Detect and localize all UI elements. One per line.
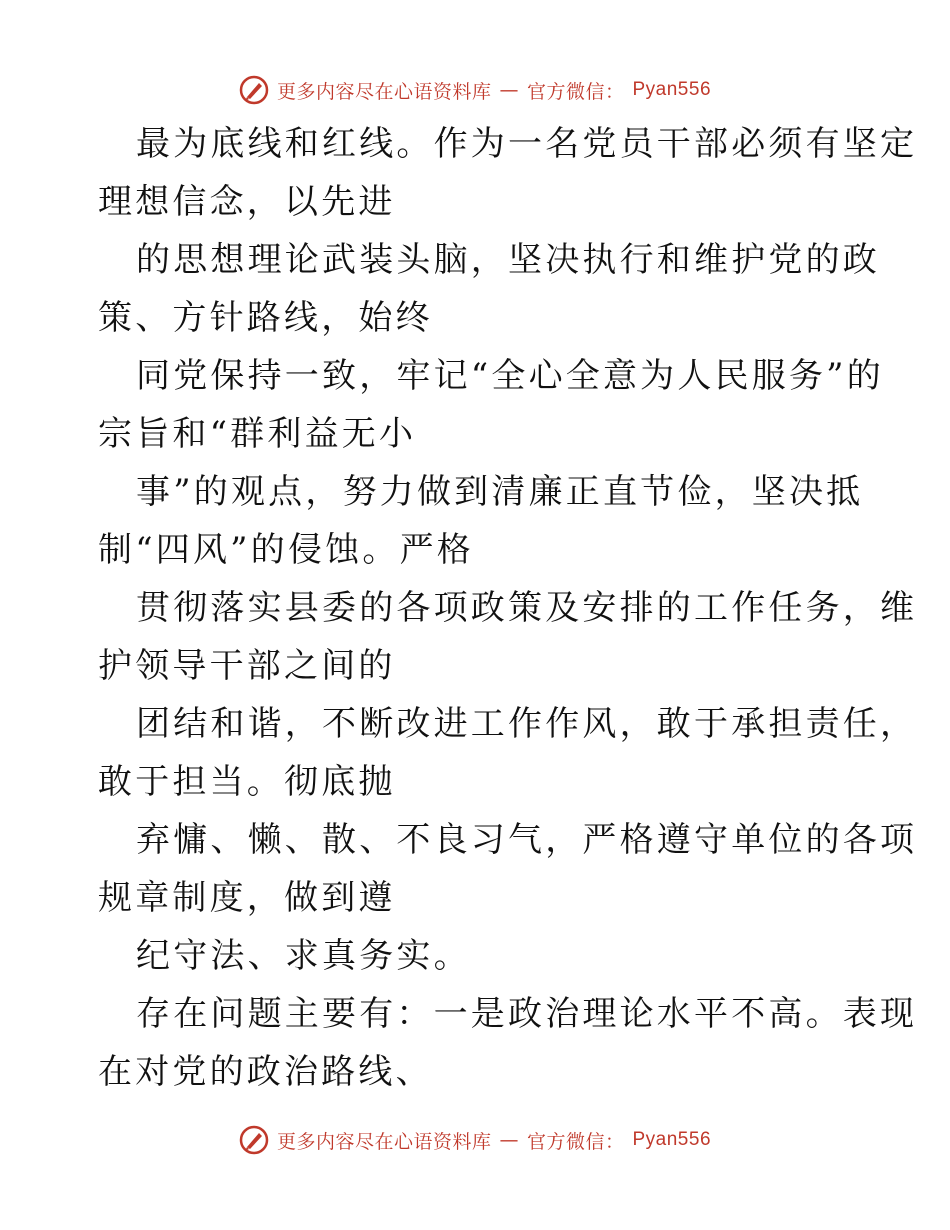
body-line: 纪守法、求真务实。 <box>136 936 471 976</box>
footer-brand <box>239 1125 711 1155</box>
body-line: 团结和谐，不断改进工作作风，敢于承担责任， <box>136 704 918 744</box>
body-line: 存在问题主要有：一是政治理论水平不高。表现 <box>136 994 918 1034</box>
body-line: 制“四风”的侵蚀。严格 <box>98 530 474 570</box>
pen-logo-icon <box>239 75 269 105</box>
pen-logo-icon <box>239 1125 269 1155</box>
body-line: 宗旨和“群利益无小 <box>98 414 417 454</box>
body-line: 规章制度，做到遵 <box>98 878 396 918</box>
body-line: 贯彻落实县委的各项政策及安排的工作任务，维 <box>136 588 918 628</box>
body-line: 事”的观点，努力做到清廉正直节俭，坚决抵 <box>136 472 864 512</box>
page-footer <box>0 1120 950 1160</box>
body-line: 策、方针路线，始终 <box>98 298 433 338</box>
footer-contact-id: Pyan556 <box>632 1129 712 1150</box>
header-site-text: 更多内容尽在心语资料库 <box>276 80 492 103</box>
footer-contact-label: 官方微信： <box>526 1130 625 1153</box>
footer-site-text: 更多内容尽在心语资料库 <box>276 1130 492 1153</box>
header-contact-id: Pyan556 <box>632 79 712 100</box>
header-contact-label: 官方微信： <box>526 80 625 103</box>
page-header <box>0 70 950 110</box>
body-line: 敢于担当。彻底抛 <box>98 762 396 802</box>
body-line: 弃慵、懒、散、不良习气，严格遵守单位的各项 <box>136 820 918 860</box>
body-line: 理想信念，以先进 <box>98 182 396 222</box>
body-line: 最为底线和红线。作为一名党员干部必须有坚定 <box>136 124 918 164</box>
header-brand <box>239 75 711 105</box>
footer-dash: — <box>499 1129 519 1151</box>
body-line: 在对党的政治路线、 <box>98 1052 433 1092</box>
body-line: 的思想理论武装头脑，坚决执行和维护党的政 <box>136 240 880 280</box>
header-dash: — <box>499 79 519 101</box>
body-line: 护领导干部之间的 <box>98 646 396 686</box>
document-body <box>98 115 918 1101</box>
body-line: 同党保持一致，牢记“全心全意为人民服务”的 <box>136 356 884 396</box>
